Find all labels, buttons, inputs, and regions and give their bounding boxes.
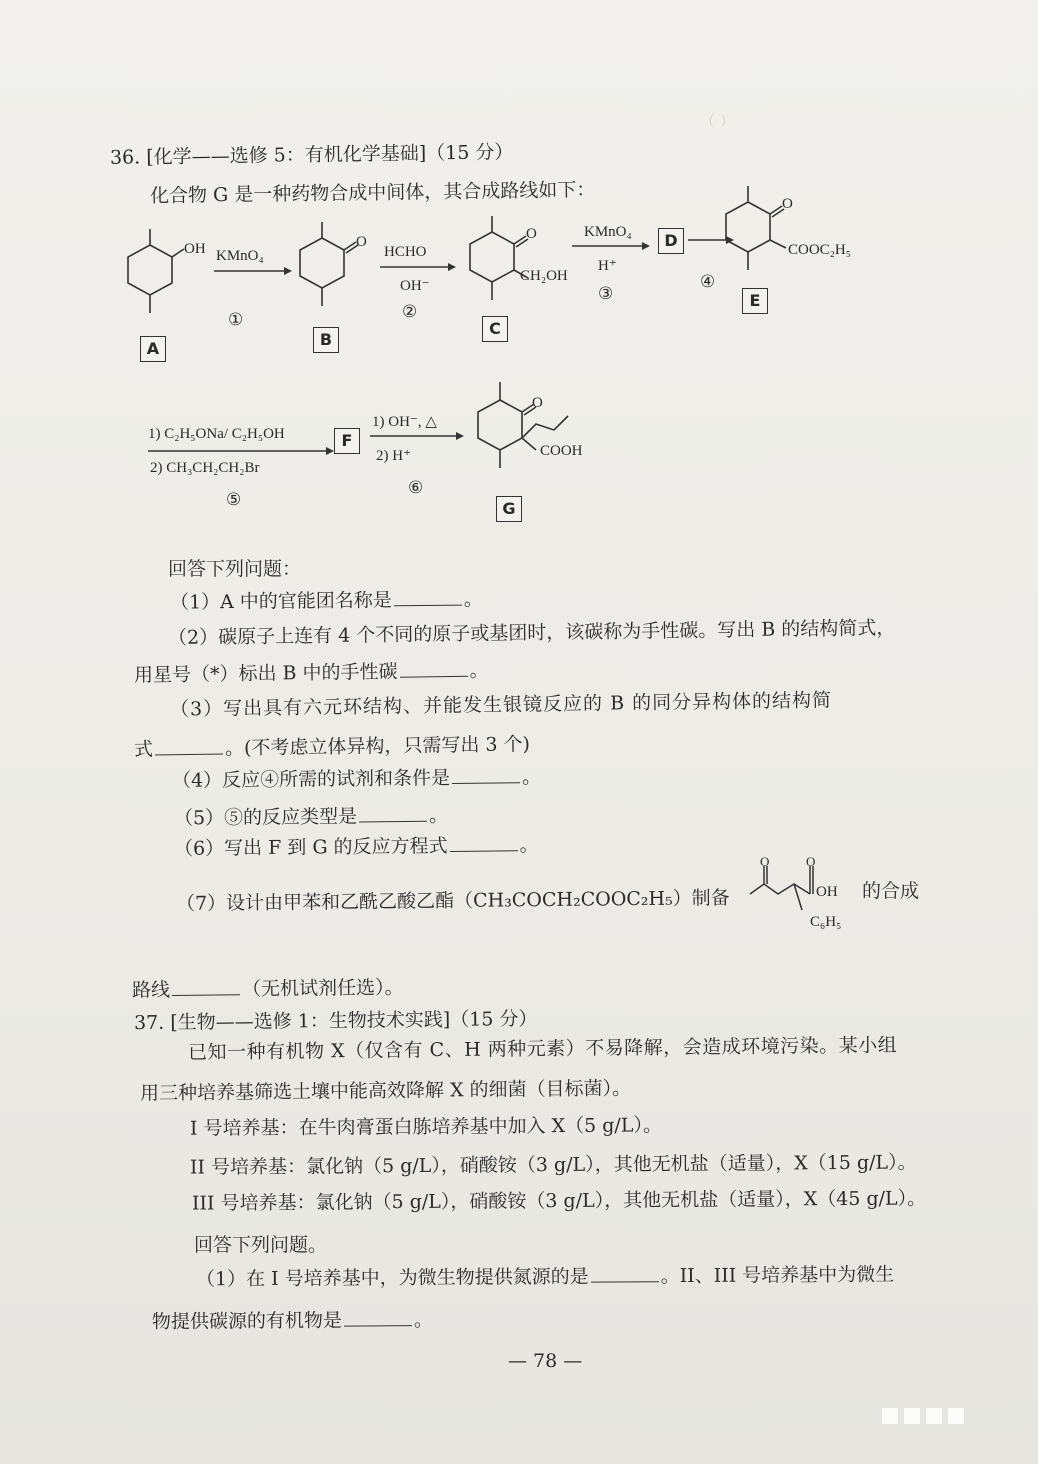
compound-a-label: A bbox=[140, 336, 166, 362]
compound-g-cooh: COOH bbox=[540, 443, 583, 459]
q36-intro: 化合物 G 是一种药物合成中间体，其合成路线如下： bbox=[149, 178, 596, 208]
compound-e-o: O bbox=[782, 196, 793, 212]
q36-header: 36. [化学——选修 5：有机化学基础]（15 分） bbox=[109, 141, 514, 169]
compound-a-structure bbox=[120, 225, 200, 325]
q37-question-1c: 物提供碳源的有机物是 。 bbox=[151, 1309, 434, 1333]
q37-medium-2: II 号培养基：氯化钠（5 g/L），硝酸铵（3 g/L），其他无机盐（适量），X（15 g/L）。 bbox=[189, 1151, 917, 1179]
q37-q1-text-a: （1）在 I 号培养基中，为微生物提供氮源的是 bbox=[195, 1265, 589, 1291]
arrow-5 bbox=[148, 446, 338, 456]
q36-question-7b: 的合成 bbox=[862, 880, 920, 902]
q36-question-3a: （3）写出具有六元环结构、并能发生银镜反应的 B 的同分异构体的结构简 bbox=[169, 689, 833, 721]
q36-question-5: （5）⑤的反应类型是 。 bbox=[173, 804, 449, 830]
compound-c-o: O bbox=[526, 226, 537, 242]
q36-q3-note: 。(不考虑立体异构，只需写出 3 个) bbox=[224, 733, 531, 760]
q36-q5-text: （5）⑤的反应类型是 bbox=[173, 805, 358, 830]
reagent-2b: OH⁻ bbox=[400, 278, 430, 294]
compound-c-label: C bbox=[482, 316, 508, 342]
compound-g-structure bbox=[470, 376, 590, 486]
compound-g-label: G bbox=[496, 496, 522, 522]
q37-medium-3: III 号培养基：氯化钠（5 g/L），硝酸铵（3 g/L），其他无机盐（适量），X（45 g/L）。 bbox=[191, 1187, 927, 1215]
q7-struct-o1: O bbox=[760, 854, 770, 869]
q36-question-7c bbox=[131, 976, 404, 1002]
q37-paragraph-1b: 用三种培养基筛选土壤中能高效降解 X 的细菌（目标菌）。 bbox=[139, 1077, 632, 1105]
arrow-6 bbox=[370, 431, 470, 441]
q36-q7-answer-blank[interactable] bbox=[172, 993, 240, 996]
q37-paragraph-1a: 已知一种有机物 X（仅含有 C、H 两种元素）不易降解，会造成环境污染。某小组 bbox=[187, 1034, 898, 1064]
q36-q2-text: 用星号（*）标出 B 中的手性碳 bbox=[133, 660, 398, 687]
q36-questions-intro: 回答下列问题： bbox=[168, 558, 302, 580]
q37-header: 37. [生物——选修 1：生物技术实践]（15 分） bbox=[133, 1007, 538, 1035]
reagent-6a: 1) OH⁻, △ bbox=[372, 414, 437, 430]
bleed-through-text: （ ） bbox=[700, 112, 735, 130]
q36-question-2b: 用星号（*）标出 B 中的手性碳 。 bbox=[133, 659, 489, 687]
q37-answer-intro: 回答下列问题。 bbox=[194, 1234, 328, 1256]
q36-question-6: （6）写出 F 到 G 的反应方程式 。 bbox=[173, 834, 539, 860]
compound-c-structure bbox=[462, 212, 552, 312]
q7-struct-c6h5: C₆H₅ bbox=[810, 914, 842, 930]
q36-q1-text: （1）A 中的官能团名称是 bbox=[169, 589, 392, 614]
compound-b-label: B bbox=[313, 327, 339, 353]
q36-q7-text: 路线 bbox=[131, 979, 171, 1002]
compound-b-structure bbox=[292, 218, 372, 318]
q36-question-7a: （7）设计由甲苯和乙酰乙酸乙酯（CH₃COCH₂COOC₂H₅）制备 bbox=[175, 887, 730, 915]
step-1-number: ① bbox=[228, 310, 244, 329]
arrow-2 bbox=[380, 262, 460, 272]
page-number: — 78 — bbox=[508, 1350, 583, 1372]
q36-q2-answer-blank[interactable] bbox=[400, 675, 468, 678]
reagent-6b: 2) H⁺ bbox=[376, 448, 411, 464]
compound-b-o: O bbox=[356, 234, 367, 250]
q36-question-3b bbox=[134, 735, 530, 760]
q37-question-1 bbox=[195, 1263, 895, 1291]
step-2-number: ② bbox=[402, 302, 418, 321]
reagent-5b: 2) CH₃CH₂CH₂Br bbox=[150, 460, 260, 476]
compound-e-cooc2h5: COOC₂H₅ bbox=[788, 242, 851, 258]
compound-f-label: F bbox=[334, 428, 360, 454]
q36-q6-text: （6）写出 F 到 G 的反应方程式 bbox=[173, 835, 448, 860]
q37-medium-1: I 号培养基：在牛肉膏蛋白胨培养基中加入 X（5 g/L）。 bbox=[189, 1114, 662, 1140]
q36-q6-answer-blank[interactable] bbox=[450, 849, 518, 852]
step-3-number: ③ bbox=[598, 284, 614, 303]
q36-q4-answer-blank[interactable] bbox=[452, 781, 520, 784]
q37-q1-answer-blank-2[interactable] bbox=[344, 1324, 412, 1326]
compound-a-oh: OH bbox=[184, 241, 206, 257]
step-4-number: ④ bbox=[700, 272, 716, 291]
q7-struct-oh: OH bbox=[816, 884, 838, 900]
compound-e-label: E bbox=[742, 288, 768, 314]
arrow-3 bbox=[572, 241, 652, 251]
q37-q1-text-c: 物提供碳源的有机物是 bbox=[151, 1309, 343, 1333]
step-5-number: ⑤ bbox=[226, 490, 242, 509]
compound-c-ch2oh: CH₂OH bbox=[520, 268, 568, 284]
q36-q3-text: 式 bbox=[133, 738, 154, 761]
q7-struct-o2: O bbox=[806, 854, 816, 869]
q37-q1-text-b: 。II、III 号培养基中为微生 bbox=[660, 1263, 895, 1288]
reagent-5a: 1) C₂H₅ONa/ C₂H₅OH bbox=[148, 426, 285, 442]
q36-question-4: （4）反应④所需的试剂和条件是 。 bbox=[171, 766, 542, 792]
q36-q1-answer-blank[interactable] bbox=[394, 604, 462, 607]
compound-e-structure bbox=[718, 182, 818, 292]
compound-d-label: D bbox=[658, 228, 684, 254]
q37-q1-answer-blank-1[interactable] bbox=[591, 1280, 659, 1282]
reagent-1: KMnO₄ bbox=[216, 248, 264, 264]
step-6-number: ⑥ bbox=[408, 478, 424, 497]
reagent-3a: KMnO₄ bbox=[584, 224, 632, 240]
reagent-3b: H⁺ bbox=[598, 258, 617, 274]
q36-q5-answer-blank[interactable] bbox=[359, 820, 427, 823]
q36-q3-answer-blank[interactable] bbox=[155, 753, 223, 756]
q36-question-2a: （2）碳原子上连有 4 个不同的原子或基团时，该碳称为手性碳。写出 B 的结构简式， bbox=[167, 616, 896, 650]
reagent-2a: HCHO bbox=[384, 244, 427, 260]
q36-q4-text: （4）反应④所需的试剂和条件是 bbox=[171, 767, 451, 792]
compound-g-o: O bbox=[532, 395, 543, 411]
watermark-blur bbox=[882, 1408, 1002, 1430]
q36-question-1: （1）A 中的官能团名称是 。 bbox=[169, 588, 483, 614]
q36-q7-note: （无机试剂任选）。 bbox=[241, 976, 404, 1001]
arrow-1 bbox=[214, 266, 294, 276]
